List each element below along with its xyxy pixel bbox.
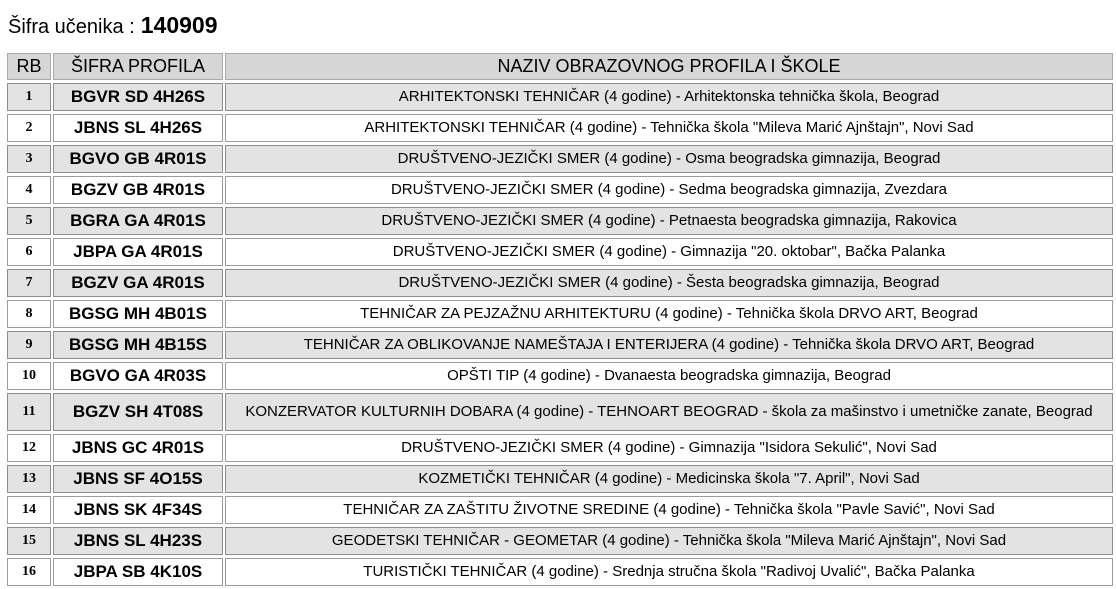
table-row bbox=[7, 114, 1113, 142]
student-code-line bbox=[8, 12, 217, 44]
profile-name: DRUŠTVENO-JEZIČKI SMER (4 godine) - Sedma beogradska gimnazija, Zvezdara bbox=[225, 176, 1113, 204]
profile-code: JBNS SL 4H26S bbox=[53, 114, 223, 142]
profile-code: BGSG MH 4B01S bbox=[53, 300, 223, 328]
profile-code: JBPA SB 4K10S bbox=[53, 558, 223, 586]
profile-code: BGSG MH 4B15S bbox=[53, 331, 223, 359]
row-number: 13 bbox=[7, 465, 51, 493]
column-header-naziv: NAZIV OBRAZOVNOG PROFILA I ŠKOLE bbox=[225, 53, 1113, 80]
row-number: 14 bbox=[7, 496, 51, 524]
row-number: 2 bbox=[7, 114, 51, 142]
profile-name: OPŠTI TIP (4 godine) - Dvanaesta beogradska gimnazija, Beograd bbox=[225, 362, 1113, 390]
profile-code: BGVR SD 4H26S bbox=[53, 83, 223, 111]
profile-code: JBNS SK 4F34S bbox=[53, 496, 223, 524]
profile-code: BGZV GA 4R01S bbox=[53, 269, 223, 297]
profile-name: DRUŠTVENO-JEZIČKI SMER (4 godine) - Osma beogradska gimnazija, Beograd bbox=[225, 145, 1113, 173]
table-row bbox=[7, 331, 1113, 359]
table-row bbox=[7, 300, 1113, 328]
table-row bbox=[7, 496, 1113, 524]
student-code-label: Šifra učenika : bbox=[8, 16, 135, 38]
row-number: 15 bbox=[7, 527, 51, 555]
profile-code: BGRA GA 4R01S bbox=[53, 207, 223, 235]
row-number: 16 bbox=[7, 558, 51, 586]
table-row bbox=[7, 207, 1113, 235]
profile-name: ARHITEKTONSKI TEHNIČAR (4 godine) - Tehnička škola "Mileva Marić Ajnštajn", Novi Sad bbox=[225, 114, 1113, 142]
table-row bbox=[7, 176, 1113, 204]
row-number: 8 bbox=[7, 300, 51, 328]
profile-name: KONZERVATOR KULTURNIH DOBARA (4 godine) - TEHNOART BEOGRAD - škola za mašinstvo i umetničke zanate, Beograd bbox=[225, 393, 1113, 431]
table-row bbox=[7, 465, 1113, 493]
row-number: 11 bbox=[7, 393, 51, 431]
profile-name: DRUŠTVENO-JEZIČKI SMER (4 godine) - Šesta beogradska gimnazija, Beograd bbox=[225, 269, 1113, 297]
profile-code: JBNS SL 4H23S bbox=[53, 527, 223, 555]
profile-name: TEHNIČAR ZA OBLIKOVANJE NAMEŠTAJA I ENTERIJERA (4 godine) - Tehnička škola DRVO ART, Beograd bbox=[225, 331, 1113, 359]
row-number: 10 bbox=[7, 362, 51, 390]
row-number: 5 bbox=[7, 207, 51, 235]
column-header-sifra: ŠIFRA PROFILA bbox=[53, 53, 223, 80]
row-number: 3 bbox=[7, 145, 51, 173]
column-header-rb: RB bbox=[7, 53, 51, 80]
profile-name: TURISTIČKI TEHNIČAR (4 godine) - Srednja stručna škola "Radivoj Uvalić", Bačka Palanka bbox=[225, 558, 1113, 586]
table-row bbox=[7, 362, 1113, 390]
row-number: 12 bbox=[7, 434, 51, 462]
table-row bbox=[7, 393, 1113, 431]
row-number: 4 bbox=[7, 176, 51, 204]
table-row bbox=[7, 558, 1113, 586]
profile-name: GEODETSKI TEHNIČAR - GEOMETAR (4 godine) - Tehnička škola "Mileva Marić Ajnštajn", Novi Sad bbox=[225, 527, 1113, 555]
row-number: 7 bbox=[7, 269, 51, 297]
student-code-value: 140909 bbox=[140, 12, 218, 38]
profile-name: DRUŠTVENO-JEZIČKI SMER (4 godine) - Gimnazija "Isidora Sekulić", Novi Sad bbox=[225, 434, 1113, 462]
profile-name: ARHITEKTONSKI TEHNIČAR (4 godine) - Arhitektonska tehnička škola, Beograd bbox=[225, 83, 1113, 111]
profile-name: DRUŠTVENO-JEZIČKI SMER (4 godine) - Gimnazija "20. oktobar", Bačka Palanka bbox=[225, 238, 1113, 266]
row-number: 6 bbox=[7, 238, 51, 266]
table-body bbox=[7, 83, 1113, 586]
profile-name: DRUŠTVENO-JEZIČKI SMER (4 godine) - Petnaesta beogradska gimnazija, Rakovica bbox=[225, 207, 1113, 235]
table-row bbox=[7, 269, 1113, 297]
profiles-table bbox=[5, 50, 1115, 589]
profile-code: JBNS SF 4O15S bbox=[53, 465, 223, 493]
profile-code: BGVO GB 4R01S bbox=[53, 145, 223, 173]
table-row bbox=[7, 527, 1113, 555]
row-number: 9 bbox=[7, 331, 51, 359]
profile-name: TEHNIČAR ZA PEJZAŽNU ARHITEKTURU (4 godine) - Tehnička škola DRVO ART, Beograd bbox=[225, 300, 1113, 328]
profile-name: KOZMETIČKI TEHNIČAR (4 godine) - Medicinska škola "7. April", Novi Sad bbox=[225, 465, 1113, 493]
table-header-row bbox=[7, 53, 1113, 80]
table-row bbox=[7, 238, 1113, 266]
row-number: 1 bbox=[7, 83, 51, 111]
table-row bbox=[7, 434, 1113, 462]
profile-code: BGZV GB 4R01S bbox=[53, 176, 223, 204]
profile-name: TEHNIČAR ZA ZAŠTITU ŽIVOTNE SREDINE (4 godine) - Tehnička škola "Pavle Savić", Novi Sad bbox=[225, 496, 1113, 524]
table-row bbox=[7, 145, 1113, 173]
profile-code: JBNS GC 4R01S bbox=[53, 434, 223, 462]
profile-code: BGVO GA 4R03S bbox=[53, 362, 223, 390]
profile-code: BGZV SH 4T08S bbox=[53, 393, 223, 431]
profile-code: JBPA GA 4R01S bbox=[53, 238, 223, 266]
table-row bbox=[7, 83, 1113, 111]
